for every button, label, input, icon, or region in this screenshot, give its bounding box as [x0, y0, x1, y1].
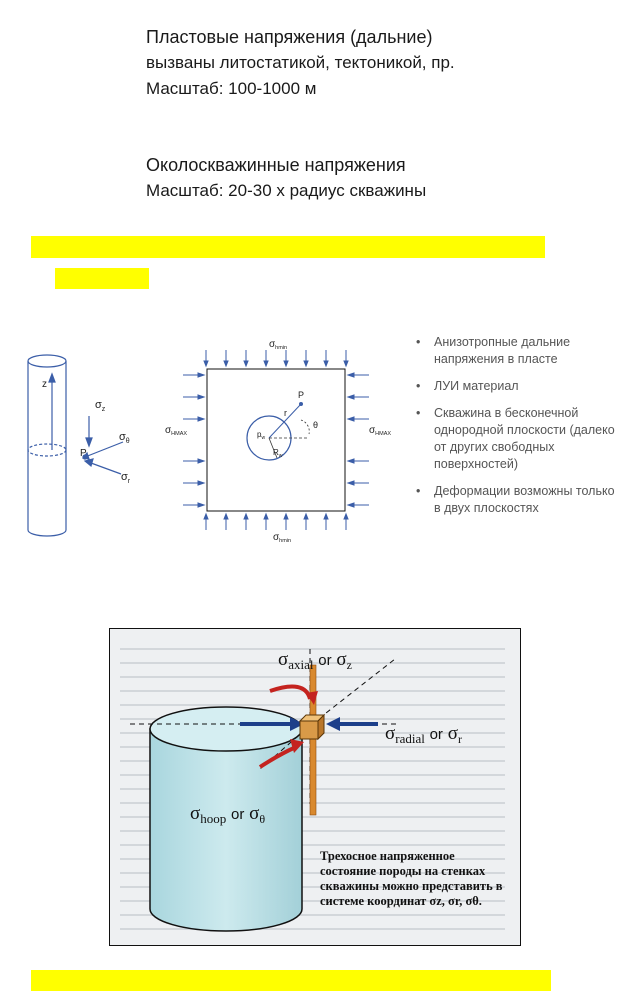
- z-axis-label: z: [42, 379, 47, 390]
- point-p-label: P: [80, 448, 87, 459]
- sigma-axial-label: $\sigma_{axial}$ or $\sigma_z$: [278, 649, 352, 672]
- highlight-bar-3: [31, 970, 551, 991]
- near-wellbore-scale: Масштаб: 20-30 х радиус скважины: [146, 181, 427, 200]
- list-item: • Деформации возможны только в двух плоскостях: [414, 483, 624, 517]
- sigma-hmin-top-label: $\sigma_{hmin}$: [269, 339, 288, 351]
- list-item: • ЛУИ материал: [414, 378, 624, 395]
- sigma-hmax-left-label: $\sigma_{HMAX}$: [165, 425, 188, 437]
- wellbore-stress-schematic: [25, 330, 405, 545]
- far-field-stress-block: [146, 24, 455, 102]
- sigma-theta-label: $\sigma_\theta$: [119, 431, 130, 445]
- infinite-plane: [183, 350, 369, 530]
- list-item: • Анизотропные дальние напряжения в пласте: [414, 334, 624, 368]
- sigma-r-label: $\sigma_r$: [121, 471, 131, 485]
- sigma-hmax-right-label: $\sigma_{HMAX}$: [369, 425, 392, 437]
- plane-point-p-label: P: [298, 390, 305, 400]
- assumptions-list: [414, 334, 624, 527]
- near-wellbore-stress-block: [146, 152, 426, 204]
- list-item: • Скважина в бесконечной однородной плоскости (далеко от других свободных поверхностей): [414, 405, 624, 473]
- wellbore-radius-label: $R_w$: [273, 448, 283, 459]
- far-field-cause: вызваны литостатикой, тектоникой, пр.: [146, 53, 455, 72]
- far-field-scale: Масштаб: 100-1000 м: [146, 79, 317, 98]
- near-wellbore-heading: Околоскважинные напряжения: [146, 155, 406, 175]
- triaxial-stress-caption: Трехосное напряженное состояние породы на стенках скважины можно представить в системе координат σz, σr, σθ.: [320, 849, 503, 908]
- sigma-hoop-label: $\sigma_{hoop}$ or $\sigma_\theta$: [190, 803, 266, 826]
- plane-theta-label: θ: [313, 420, 319, 430]
- sigma-radial-label: $\sigma_{radial}$ or $\sigma_r$: [385, 723, 462, 746]
- sigma-z-label: $\sigma_z$: [95, 399, 106, 413]
- cylinder-axes: [49, 374, 123, 474]
- far-field-heading: Пластовые напряжения (дальние): [146, 27, 433, 47]
- axial-stress-bar: [310, 665, 316, 815]
- borehole-cylinder: [28, 355, 66, 536]
- highlight-bar-2: [55, 268, 149, 289]
- sigma-hmin-bottom-label: $\sigma_{hmin}$: [273, 532, 292, 544]
- highlight-bar-1: [31, 236, 545, 258]
- rock-element-cube: [300, 715, 324, 739]
- wellbore-pressure-label: $p_w$: [257, 430, 266, 441]
- plane-radius-r-label: r: [284, 408, 287, 418]
